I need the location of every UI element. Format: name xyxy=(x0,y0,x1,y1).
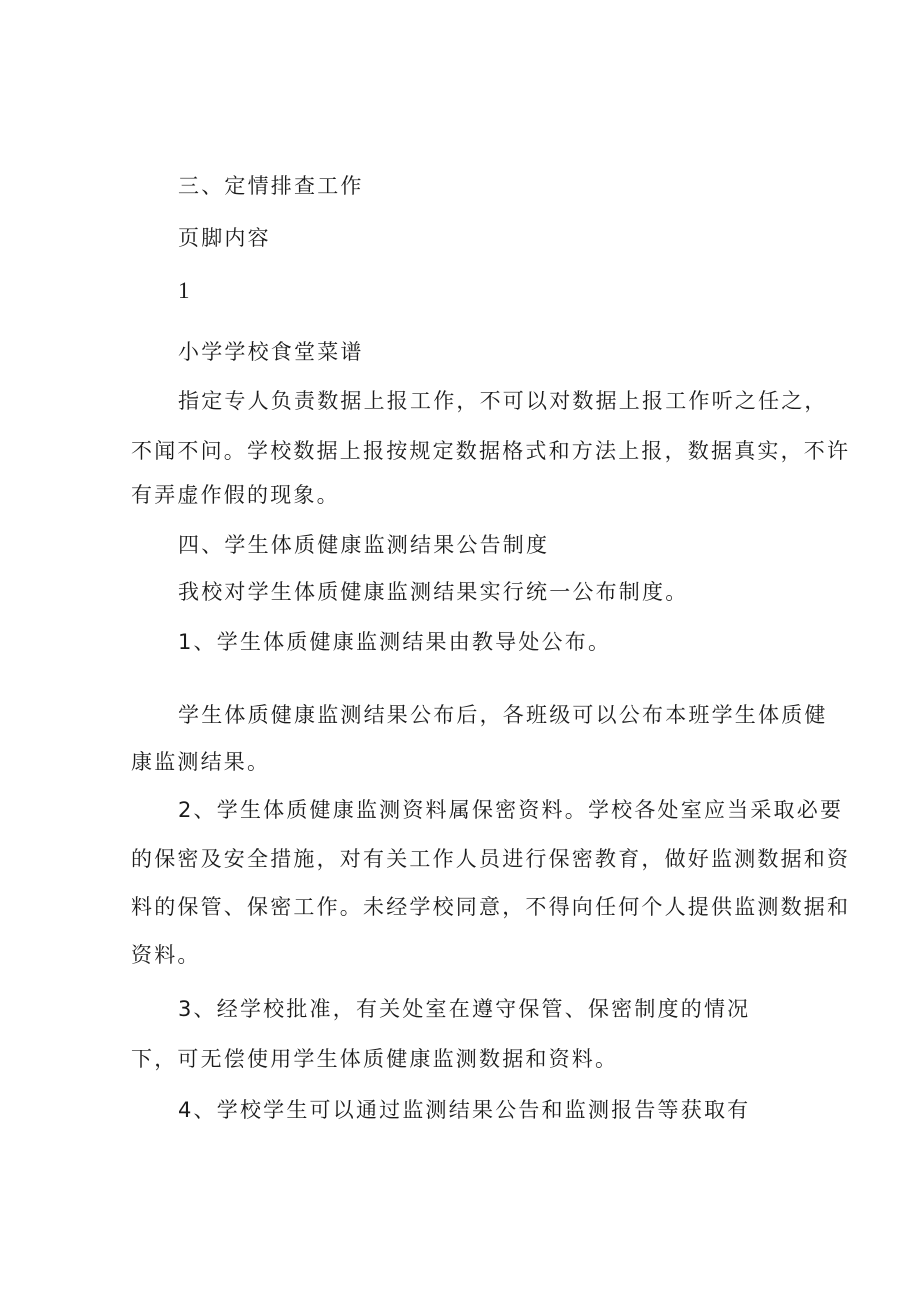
numbered-item-2: 2、学生体质健康监测资料属保密资料。学校各处室应当采取必要 xyxy=(178,798,844,822)
paragraph-line: 指定专人负责数据上报工作，不可以对数据上报工作听之任之， xyxy=(178,389,828,413)
section-heading-4: 四、学生体质健康监测结果公告制度 xyxy=(178,533,550,557)
paragraph-line: 有弄虚作假的现象。 xyxy=(131,483,340,507)
paragraph-line: 不闻不问。学校数据上报按规定数据格式和方法上报，数据真实，不许 xyxy=(131,439,851,463)
paragraph-line: 料的保管、保密工作。未经学校同意，不得向任何个人提供监测数据和 xyxy=(131,895,851,919)
paragraph-line: 学生体质健康监测结果公布后，各班级可以公布本班学生体质健 xyxy=(178,703,828,727)
paragraph-line: 下，可无偿使用学生体质健康监测数据和资料。 xyxy=(131,1047,619,1071)
page-number: 1 xyxy=(178,278,192,303)
numbered-item-4: 4、学校学生可以通过监测结果公告和监测报告等获取有 xyxy=(178,1098,751,1122)
paragraph-line: 资料。 xyxy=(131,943,201,967)
paragraph-line: 的保密及安全措施，对有关工作人员进行保密教育，做好监测数据和资 xyxy=(131,847,851,871)
footer-label: 页脚内容 xyxy=(178,226,271,250)
document-title: 小学学校食堂菜谱 xyxy=(178,340,364,364)
section-heading-3: 三、定情排查工作 xyxy=(178,174,364,198)
paragraph-line: 我校对学生体质健康监测结果实行统一公布制度。 xyxy=(178,580,689,604)
numbered-item-1: 1、学生体质健康监测结果由教导处公布。 xyxy=(178,630,612,654)
paragraph-line: 康监测结果。 xyxy=(131,750,271,774)
numbered-item-3: 3、经学校批准，有关处室在遵守保管、保密制度的情况 xyxy=(178,997,751,1021)
